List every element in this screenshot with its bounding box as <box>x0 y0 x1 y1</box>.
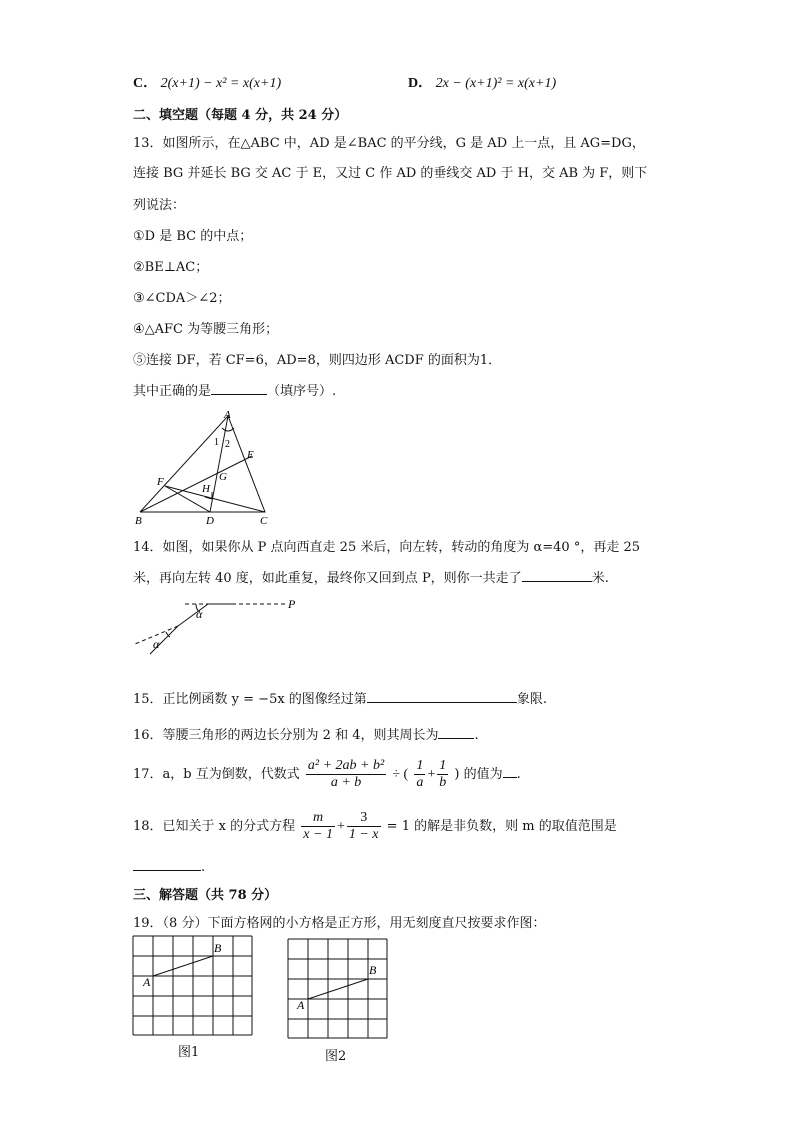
q17-post: ) 的值为 <box>454 767 503 782</box>
q16-pre: 16．等腰三角形的两边长分别为 2 和 4，则其周长为 <box>133 728 439 743</box>
q13-line2: 连接 BG 并延长 BG 交 AC 于 E，又过 C 作 AD 的垂线交 AD 于 H，交 AB 为 F，则下 <box>133 166 648 181</box>
q18-frac-2 <box>347 810 381 843</box>
option-c <box>133 72 281 92</box>
q17-f2d: b <box>439 775 447 790</box>
answer-blank-15[interactable] <box>367 690 517 703</box>
q18-plus: + <box>336 819 345 834</box>
q14-label-p: P <box>288 597 296 611</box>
q13-statement-5: ⑤连接 DF，若 CF=6，AD=8，则四边形 ACDF 的面积为1． <box>133 353 502 368</box>
q17-pre: 17．a，b 互为倒数，代数式 <box>133 767 300 782</box>
q13-label-b: B <box>135 515 142 527</box>
q15-pre: 15．正比例函数 y = −5x 的图像经过第 <box>133 692 367 707</box>
q17-frac-1a <box>414 758 425 791</box>
q18-answer-line <box>133 858 205 875</box>
q13-label-d: D <box>206 515 214 527</box>
answer-blank-13[interactable] <box>211 382 267 395</box>
q15 <box>133 688 547 707</box>
q17-frac-1b <box>437 758 448 791</box>
q14-line2-pre: 米，再向左转 40 度，如此重复，最终你又回到点 P，则你一共走了 <box>133 571 522 586</box>
q19-fig2-label-b: B <box>369 963 377 977</box>
q17-main-fraction <box>306 758 386 791</box>
q13-label-g: G <box>219 471 227 483</box>
q19-fig1-label-a: A <box>143 975 151 989</box>
q13-label-f: F <box>157 476 164 488</box>
q19-fig2-label-a: A <box>297 998 305 1012</box>
q14-path-figure <box>130 592 310 662</box>
q13-statement-2: ②BE⊥AC； <box>133 260 209 275</box>
q13-statement-4: ④△AFC 为等腰三角形； <box>133 322 279 337</box>
q13-ask-pre: 其中正确的是 <box>133 384 212 399</box>
option-c-label: C． <box>133 76 158 91</box>
q13-statement-3: ③∠CDA＞∠2； <box>133 291 231 306</box>
q18 <box>133 810 617 843</box>
q18-frac-1 <box>301 810 335 843</box>
q13-label-a: A <box>224 409 231 421</box>
q13-line1: 13．如图所示，在△ABC 中，AD 是∠BAC 的平分线，G 是 AD 上一点，且 AG=DG， <box>133 136 645 151</box>
q16 <box>133 724 479 743</box>
q14-line2 <box>133 567 609 586</box>
q17-f1d: a <box>416 775 424 790</box>
answer-blank-18[interactable] <box>133 858 201 871</box>
q17-numerator: a² + 2ab + b² <box>307 758 385 773</box>
section2-title: 二、填空题（每题 4 分，共 24 分） <box>133 108 348 123</box>
q17-f2n: 1 <box>439 758 447 773</box>
q16-post: . <box>474 728 479 743</box>
q18-f1d: x − 1 <box>303 827 333 842</box>
q17-mid: ÷ ( <box>392 767 409 782</box>
q18-f1n: m <box>301 810 335 827</box>
q19-fig1-label-b: B <box>214 941 222 955</box>
q13-ask <box>133 380 336 399</box>
q17-end: . <box>516 767 521 782</box>
answer-blank-14[interactable] <box>522 569 592 582</box>
option-c-expr: 2(x+1) − x² = x(x+1) <box>160 76 282 91</box>
q13-label-c: C <box>260 515 268 527</box>
option-d-label: D． <box>408 76 433 91</box>
q19-grid-figure-1 <box>130 933 256 1039</box>
q14-line1: 14．如图，如果你从 P 点向西直走 25 米后，向左转，转动的角度为 α=40 °，再走 25 <box>133 540 641 555</box>
q14-line2-post: 米. <box>591 571 609 586</box>
q19-fig1-caption: 图1 <box>178 1045 200 1060</box>
q19-grid-figure-2 <box>285 936 391 1042</box>
answer-blank-17[interactable] <box>503 765 517 778</box>
q13-label-2: 2 <box>225 439 230 450</box>
q13-statement-1: ①D 是 BC 的中点； <box>133 229 253 244</box>
q18-f2n: 3 <box>347 810 381 827</box>
q13-label-h: H <box>202 483 210 495</box>
q13-triangle-figure <box>130 408 280 528</box>
section3-title: 三、解答题（共 78 分） <box>133 888 278 903</box>
q15-post: 象限. <box>516 692 547 707</box>
option-d <box>408 72 556 92</box>
q18-pre: 18．已知关于 x 的分式方程 <box>133 819 296 834</box>
q19-text: 19．（8 分）下面方格网的小方格是正方形，用无刻度直尺按要求作图： <box>133 916 546 931</box>
q13-label-1: 1 <box>214 437 219 448</box>
option-d-expr: 2x − (x+1)² = x(x+1) <box>435 76 557 91</box>
q14-label-alpha-2: α <box>153 637 160 651</box>
q17-denominator: a + b <box>330 775 362 790</box>
q17-f1n: 1 <box>416 758 424 773</box>
q14-label-alpha-1: α <box>196 607 203 621</box>
answer-blank-16[interactable] <box>438 726 474 739</box>
q13-ask-post: （填序号）. <box>267 384 337 399</box>
q17 <box>133 758 521 791</box>
q18-f2d: 1 − x <box>348 827 379 842</box>
q13-label-e: E <box>247 449 254 461</box>
q18-post: = 1 的解是非负数，则 m 的取值范围是 <box>386 819 617 834</box>
q17-plus: + <box>427 767 436 782</box>
q13-line3: 列说法： <box>133 198 186 213</box>
q18-end: . <box>201 860 206 875</box>
q19-fig2-caption: 图2 <box>325 1049 347 1064</box>
